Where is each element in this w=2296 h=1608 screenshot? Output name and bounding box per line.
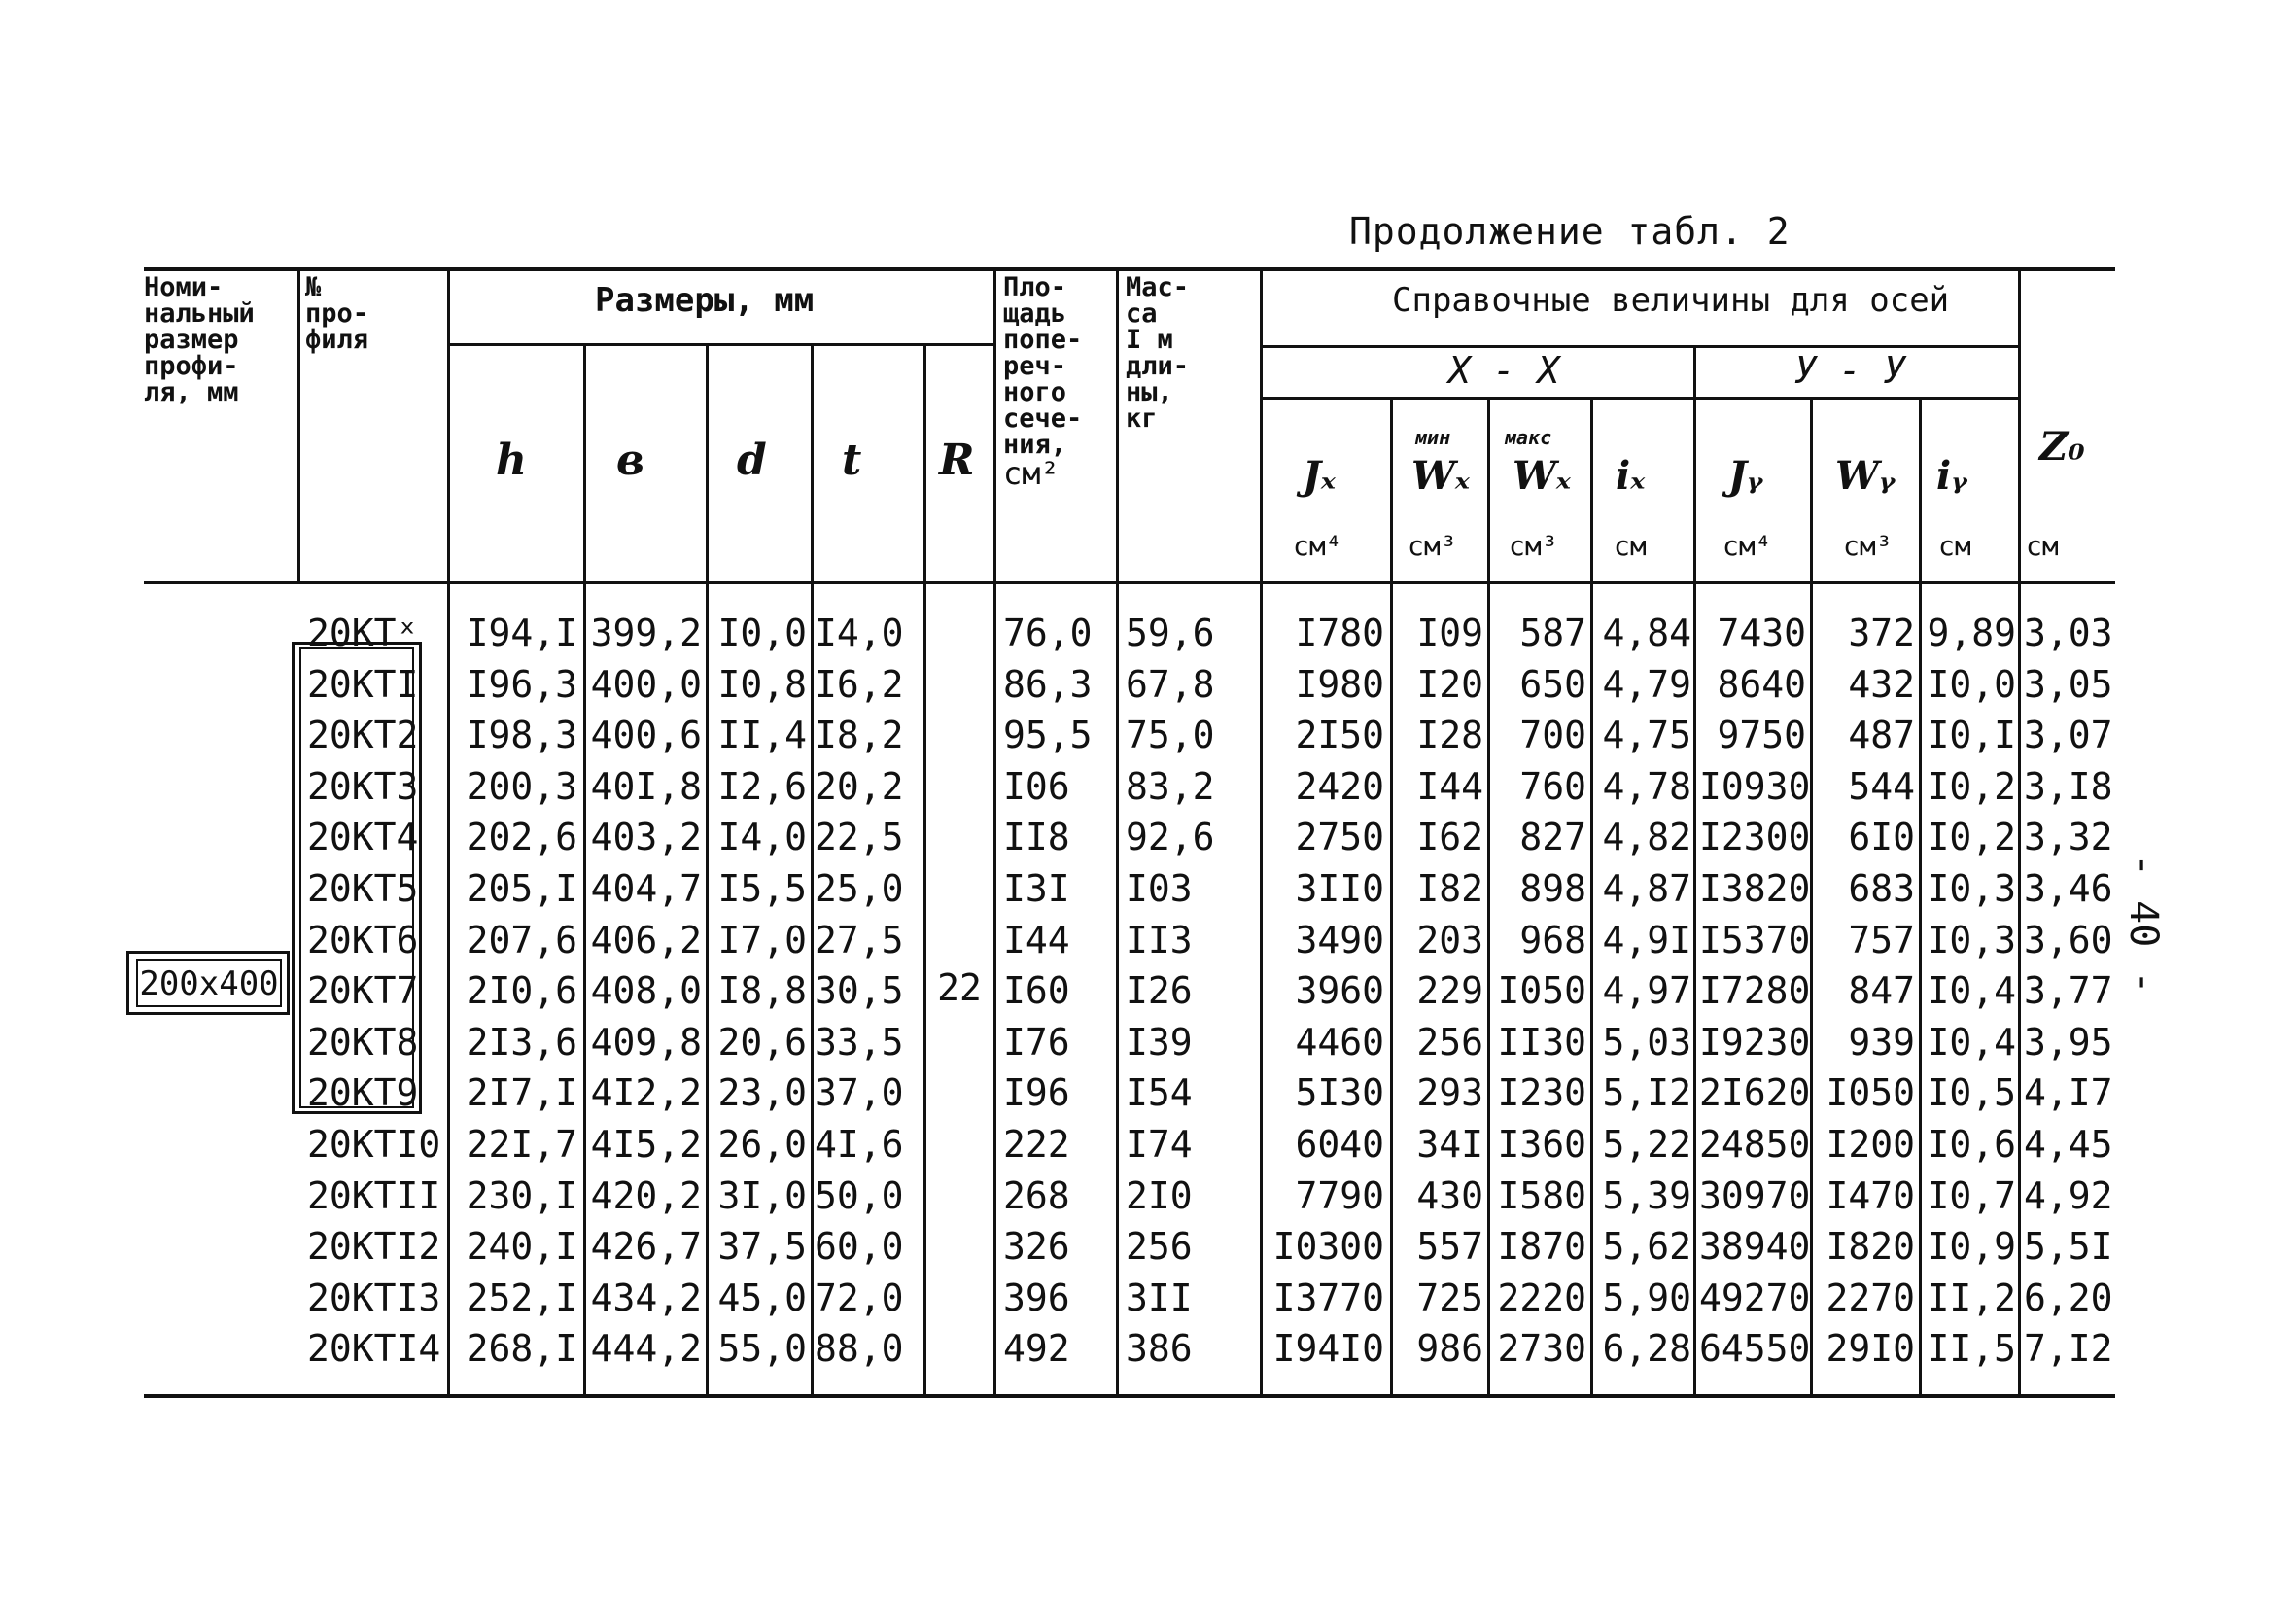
cell-profile: 20КТ7 xyxy=(307,969,419,1012)
cell-z0: 4,92 xyxy=(2024,1174,2113,1217)
cell-t: 30,5 xyxy=(815,969,904,1012)
cell-b: 40I,8 xyxy=(590,765,702,808)
cell-area: 95,5 xyxy=(1003,714,1093,756)
cell-h: 205,I xyxy=(466,867,577,910)
cell-ix: 5,03 xyxy=(1602,1021,1691,1064)
cell-t: 22,5 xyxy=(815,816,904,858)
cell-wx-min: I82 xyxy=(1416,867,1483,910)
cell-iy: I0,5 xyxy=(1927,1071,2016,1114)
cell-jx: I980 xyxy=(1295,663,1384,706)
cell-ix: 4,79 xyxy=(1602,663,1691,706)
cell-iy: I0,I xyxy=(1927,714,2016,756)
header-nominal-size: Номи- нальный размер профи- ля, мм xyxy=(144,272,255,407)
header-t: t xyxy=(842,436,862,485)
cell-jx: 2750 xyxy=(1295,816,1384,858)
cell-b: 426,7 xyxy=(590,1225,702,1268)
cell-wx-max: 968 xyxy=(1519,919,1586,961)
col-divider xyxy=(811,345,814,1395)
header-iy: iᵧ xyxy=(1936,453,1967,499)
cell-iy: I0,2 xyxy=(1927,765,2016,808)
cell-wx-min: 986 xyxy=(1416,1327,1483,1370)
cell-mass: I74 xyxy=(1126,1123,1193,1166)
cell-jy: I9230 xyxy=(1699,1021,1811,1064)
cell-d: I2,6 xyxy=(717,765,807,808)
header-ix-unit: см xyxy=(1614,530,1647,562)
cell-b: 409,8 xyxy=(590,1021,702,1064)
cell-wx-min: 34I xyxy=(1416,1123,1483,1166)
cell-b: 400,6 xyxy=(590,714,702,756)
cell-ix: 5,I2 xyxy=(1602,1071,1691,1114)
cell-z0: 4,I7 xyxy=(2024,1071,2113,1114)
cell-b: 404,7 xyxy=(590,867,702,910)
cell-ix: 6,28 xyxy=(1602,1327,1691,1370)
header-mass: Мас- са I м дли- ны, кг xyxy=(1126,272,1190,434)
cell-iy: I0,4 xyxy=(1927,969,2016,1012)
col-divider xyxy=(923,345,926,1395)
col-divider xyxy=(1116,267,1119,1395)
cell-jy: 24850 xyxy=(1699,1123,1811,1166)
header-ix: iₓ xyxy=(1616,453,1646,499)
header-reference-values: Справочные величины для осей xyxy=(1392,281,1950,320)
header-b: в xyxy=(616,436,644,485)
cell-wx-max: 700 xyxy=(1519,714,1586,756)
cell-z0: 3,95 xyxy=(2024,1021,2113,1064)
cell-wy: I820 xyxy=(1826,1225,1915,1268)
cell-iy: I0,3 xyxy=(1927,867,2016,910)
cell-jx: I0300 xyxy=(1272,1225,1384,1268)
cell-h: I94,I xyxy=(466,612,577,654)
cell-z0: 3,32 xyxy=(2024,816,2113,858)
cell-area: 76,0 xyxy=(1003,612,1093,654)
cell-wx-max: 760 xyxy=(1519,765,1586,808)
cell-t: 88,0 xyxy=(815,1327,904,1370)
cell-wy: I470 xyxy=(1826,1174,1915,1217)
cell-h: 252,I xyxy=(466,1276,577,1319)
cell-profile: 20КТI2 xyxy=(307,1225,441,1268)
cell-iy: I0,4 xyxy=(1927,1021,2016,1064)
table-bottom-rule xyxy=(144,1394,2115,1398)
cell-wx-max: I870 xyxy=(1497,1225,1586,1268)
col-divider xyxy=(583,345,586,1395)
cell-wy: I200 xyxy=(1826,1123,1915,1166)
cell-jx: 3490 xyxy=(1295,919,1384,961)
cell-wx-max: I360 xyxy=(1497,1123,1586,1166)
cell-b: 4I5,2 xyxy=(590,1123,702,1166)
cell-mass: I54 xyxy=(1126,1071,1193,1114)
cell-t: I8,2 xyxy=(815,714,904,756)
header-jx: Jₓ xyxy=(1303,453,1336,499)
header-wy: Wᵧ xyxy=(1835,453,1896,499)
header-z0: Z₀ xyxy=(2039,424,2085,470)
cell-jy: 49270 xyxy=(1699,1276,1811,1319)
cell-z0: 3,77 xyxy=(2024,969,2113,1012)
cell-d: II,4 xyxy=(717,714,807,756)
header-dimensions: Размеры, мм xyxy=(595,281,815,320)
cell-wx-max: 898 xyxy=(1519,867,1586,910)
cell-wx-min: 430 xyxy=(1416,1174,1483,1217)
cell-area: I60 xyxy=(1003,969,1070,1012)
header-iy-unit: см xyxy=(1938,530,1971,562)
cell-iy: II,2 xyxy=(1927,1276,2016,1319)
cell-wx-max: I050 xyxy=(1497,969,1586,1012)
cell-ix: 5,22 xyxy=(1602,1123,1691,1166)
cell-mass: I39 xyxy=(1126,1021,1193,1064)
cell-h: 202,6 xyxy=(466,816,577,858)
header-wy-unit: см³ xyxy=(1843,530,1893,562)
cell-h: 268,I xyxy=(466,1327,577,1370)
table-caption: Продолжение табл. 2 xyxy=(1349,210,1791,253)
cell-profile: 20КТII xyxy=(307,1174,441,1217)
cell-wy: 487 xyxy=(1848,714,1915,756)
col-divider xyxy=(1810,399,1813,1395)
cell-wx-min: 229 xyxy=(1416,969,1483,1012)
cell-mass: 256 xyxy=(1126,1225,1193,1268)
cell-jy: 9750 xyxy=(1717,714,1806,756)
cell-z0: 3,46 xyxy=(2024,867,2113,910)
reference-header-rule xyxy=(1262,345,2020,348)
cell-wy: 372 xyxy=(1848,612,1915,654)
cell-area: 222 xyxy=(1003,1123,1070,1166)
cell-ix: 5,90 xyxy=(1602,1276,1691,1319)
cell-iy: I0,2 xyxy=(1927,816,2016,858)
cell-wx-max: II30 xyxy=(1497,1021,1586,1064)
cell-mass: I26 xyxy=(1126,969,1193,1012)
cell-d: I7,0 xyxy=(717,919,807,961)
col-divider xyxy=(1919,399,1922,1395)
cell-iy: I0,7 xyxy=(1927,1174,2016,1217)
cell-wx-min: 256 xyxy=(1416,1021,1483,1064)
cell-d: I0,8 xyxy=(717,663,807,706)
cell-profile: 20КТI3 xyxy=(307,1276,441,1319)
cell-mass: 83,2 xyxy=(1126,765,1215,808)
cell-area: I06 xyxy=(1003,765,1070,808)
cell-ix: 4,75 xyxy=(1602,714,1691,756)
cell-b: 399,2 xyxy=(590,612,702,654)
cell-ix: 5,62 xyxy=(1602,1225,1691,1268)
cell-jx: 5I30 xyxy=(1295,1071,1384,1114)
cell-d: 20,6 xyxy=(717,1021,807,1064)
cell-b: 434,2 xyxy=(590,1276,702,1319)
col-divider xyxy=(2018,267,2021,1395)
cell-wy: 29I0 xyxy=(1826,1327,1915,1370)
cell-iy: II,5 xyxy=(1927,1327,2016,1370)
cell-jy: 8640 xyxy=(1717,663,1806,706)
header-jy: Jᵧ xyxy=(1728,453,1763,499)
cell-mass: 67,8 xyxy=(1126,663,1215,706)
cell-h: I98,3 xyxy=(466,714,577,756)
cell-d: 23,0 xyxy=(717,1071,807,1114)
cell-area: I76 xyxy=(1003,1021,1070,1064)
cell-b: 408,0 xyxy=(590,969,702,1012)
cell-t: 25,0 xyxy=(815,867,904,910)
cell-z0: 3,05 xyxy=(2024,663,2113,706)
cell-profile: 20КТ8 xyxy=(307,1021,419,1064)
cell-b: 420,2 xyxy=(590,1174,702,1217)
cell-jy: I0930 xyxy=(1699,765,1811,808)
cell-wx-max: 587 xyxy=(1519,612,1586,654)
header-wx-max-unit: см³ xyxy=(1509,530,1558,562)
cell-d: I8,8 xyxy=(717,969,807,1012)
cell-jy: 7430 xyxy=(1717,612,1806,654)
cell-profile: 20КТI xyxy=(307,663,419,706)
cell-wx-min: 725 xyxy=(1416,1276,1483,1319)
cell-z0: 7,I2 xyxy=(2024,1327,2113,1370)
col-divider xyxy=(1487,399,1490,1395)
header-area: Пло- щадь попе- реч- ного сече- ния, см² xyxy=(1003,272,1083,492)
cell-mass: 59,6 xyxy=(1126,612,1215,654)
cell-area: 86,3 xyxy=(1003,663,1093,706)
cell-wy: 544 xyxy=(1848,765,1915,808)
cell-z0: 5,5I xyxy=(2024,1225,2113,1268)
cell-wy: 432 xyxy=(1848,663,1915,706)
cell-d: 26,0 xyxy=(717,1123,807,1166)
cell-h: 200,3 xyxy=(466,765,577,808)
cell-jx: 6040 xyxy=(1295,1123,1384,1166)
cell-ix: 4,97 xyxy=(1602,969,1691,1012)
cell-h: 230,I xyxy=(466,1174,577,1217)
cell-jy: I5370 xyxy=(1699,919,1811,961)
cell-jx: I3770 xyxy=(1272,1276,1384,1319)
cell-profile: 20КТ4 xyxy=(307,816,419,858)
cell-jx: I780 xyxy=(1295,612,1384,654)
cell-area: 326 xyxy=(1003,1225,1070,1268)
header-profile-no: № про- филя xyxy=(305,272,369,355)
cell-z0: 3,03 xyxy=(2024,612,2113,654)
cell-h: 2I3,6 xyxy=(466,1021,577,1064)
cell-profile: 20КТI4 xyxy=(307,1327,441,1370)
cell-h: 2I7,I xyxy=(466,1071,577,1114)
col-divider xyxy=(1260,267,1263,1395)
col-divider xyxy=(1390,399,1393,1395)
cell-b: 444,2 xyxy=(590,1327,702,1370)
cell-wy: 683 xyxy=(1848,867,1915,910)
header-jx-unit: см⁴ xyxy=(1293,530,1342,562)
header-axis-x: X - X xyxy=(1448,349,1560,392)
cell-d: 55,0 xyxy=(717,1327,807,1370)
cell-t: I4,0 xyxy=(815,612,904,654)
col-divider xyxy=(706,345,709,1395)
cell-jx: 3II0 xyxy=(1295,867,1384,910)
cell-profile: 20КТ2 xyxy=(307,714,419,756)
cell-ix: 5,39 xyxy=(1602,1174,1691,1217)
cell-wx-min: I28 xyxy=(1416,714,1483,756)
cell-ix: 4,87 xyxy=(1602,867,1691,910)
cell-t: 20,2 xyxy=(815,765,904,808)
cell-area: II8 xyxy=(1003,816,1070,858)
cell-wx-min: I62 xyxy=(1416,816,1483,858)
cell-area: 396 xyxy=(1003,1276,1070,1319)
cell-wy: 939 xyxy=(1848,1021,1915,1064)
cell-wx-max: I230 xyxy=(1497,1071,1586,1114)
cell-wx-max: 2730 xyxy=(1497,1327,1586,1370)
cell-iy: 9,89 xyxy=(1927,612,2016,654)
cell-area: I44 xyxy=(1003,919,1070,961)
header-bottom-rule xyxy=(144,581,2115,584)
page-number: - 40 - xyxy=(2121,854,2166,995)
cell-mass: 386 xyxy=(1126,1327,1193,1370)
cell-t: 72,0 xyxy=(815,1276,904,1319)
cell-iy: I0,0 xyxy=(1927,663,2016,706)
cell-ix: 4,9I xyxy=(1602,919,1691,961)
nominal-size-value: 200x400 xyxy=(136,959,282,1007)
axis-header-rule xyxy=(1262,397,2020,400)
header-r: R xyxy=(939,436,975,485)
cell-profile: 20КТI0 xyxy=(307,1123,441,1166)
cell-area: I3I xyxy=(1003,867,1070,910)
cell-h: 240,I xyxy=(466,1225,577,1268)
cell-wx-min: 557 xyxy=(1416,1225,1483,1268)
header-jy-unit: см⁴ xyxy=(1722,530,1772,562)
header-d: d xyxy=(737,436,767,485)
cell-jy: 30970 xyxy=(1699,1174,1811,1217)
cell-jx: 4460 xyxy=(1295,1021,1384,1064)
cell-z0: 4,45 xyxy=(2024,1123,2113,1166)
cell-b: 400,0 xyxy=(590,663,702,706)
cell-wx-min: 293 xyxy=(1416,1071,1483,1114)
cell-profile: 20КТ6 xyxy=(307,919,419,961)
cell-wy: 757 xyxy=(1848,919,1915,961)
cell-profile: 20КТ5 xyxy=(307,867,419,910)
cell-d: 37,5 xyxy=(717,1225,807,1268)
cell-area: I96 xyxy=(1003,1071,1070,1114)
cell-z0: 3,07 xyxy=(2024,714,2113,756)
col-divider xyxy=(297,267,300,583)
cell-jx: 2420 xyxy=(1295,765,1384,808)
cell-iy: I0,3 xyxy=(1927,919,2016,961)
cell-t: 60,0 xyxy=(815,1225,904,1268)
cell-t: 33,5 xyxy=(815,1021,904,1064)
r-value: 22 xyxy=(937,966,982,1009)
cell-t: 50,0 xyxy=(815,1174,904,1217)
cell-mass: 92,6 xyxy=(1126,816,1215,858)
cell-ix: 4,82 xyxy=(1602,816,1691,858)
cell-wx-max: 650 xyxy=(1519,663,1586,706)
cell-t: I6,2 xyxy=(815,663,904,706)
cell-t: 27,5 xyxy=(815,919,904,961)
header-wx-min-unit: см³ xyxy=(1408,530,1457,562)
cell-iy: I0,6 xyxy=(1927,1123,2016,1166)
table-top-rule xyxy=(144,267,2115,271)
cell-ix: 4,78 xyxy=(1602,765,1691,808)
cell-h: I96,3 xyxy=(466,663,577,706)
header-wx-max-label: макс xyxy=(1505,426,1552,449)
cell-mass: 75,0 xyxy=(1126,714,1215,756)
cell-z0: 3,I8 xyxy=(2024,765,2113,808)
cell-jy: I7280 xyxy=(1699,969,1811,1012)
cell-wy: 847 xyxy=(1848,969,1915,1012)
cell-profile: 20КТ3 xyxy=(307,765,419,808)
cell-wx-min: 203 xyxy=(1416,919,1483,961)
dimensions-header-rule xyxy=(449,343,993,346)
cell-area: 492 xyxy=(1003,1327,1070,1370)
cell-h: 2I0,6 xyxy=(466,969,577,1012)
cell-wy: 6I0 xyxy=(1848,816,1915,858)
header-z0-unit: см xyxy=(2026,530,2059,562)
cell-jy: 38940 xyxy=(1699,1225,1811,1268)
cell-jy: I2300 xyxy=(1699,816,1811,858)
cell-jx: I94I0 xyxy=(1272,1327,1384,1370)
cell-z0: 6,20 xyxy=(2024,1276,2113,1319)
header-wx-min: Wₓ xyxy=(1411,453,1470,499)
cell-d: 45,0 xyxy=(717,1276,807,1319)
cell-jy: 2I620 xyxy=(1699,1071,1811,1114)
cell-area: 268 xyxy=(1003,1174,1070,1217)
header-wx-max: Wₓ xyxy=(1513,453,1571,499)
cell-d: I5,5 xyxy=(717,867,807,910)
cell-wx-min: I44 xyxy=(1416,765,1483,808)
cell-h: 22I,7 xyxy=(466,1123,577,1166)
cell-wx-min: I20 xyxy=(1416,663,1483,706)
cell-z0: 3,60 xyxy=(2024,919,2113,961)
cell-jx: 3960 xyxy=(1295,969,1384,1012)
cell-d: I4,0 xyxy=(717,816,807,858)
cell-mass: 2I0 xyxy=(1126,1174,1193,1217)
cell-wy: 2270 xyxy=(1826,1276,1915,1319)
cell-d: I0,0 xyxy=(717,612,807,654)
cell-b: 403,2 xyxy=(590,816,702,858)
col-divider xyxy=(447,267,450,1395)
header-axis-y: У - У xyxy=(1794,349,1906,392)
cell-jy: 64550 xyxy=(1699,1327,1811,1370)
col-divider xyxy=(1693,348,1696,1395)
cell-jy: I3820 xyxy=(1699,867,1811,910)
cell-wx-max: I580 xyxy=(1497,1174,1586,1217)
cell-t: 37,0 xyxy=(815,1071,904,1114)
cell-wx-max: 2220 xyxy=(1497,1276,1586,1319)
cell-iy: I0,9 xyxy=(1927,1225,2016,1268)
cell-jx: 2I50 xyxy=(1295,714,1384,756)
cell-profile: 20КТ9 xyxy=(307,1071,419,1114)
col-divider xyxy=(1590,399,1593,1395)
cell-profile: 20КТˣ xyxy=(307,612,419,654)
cell-h: 207,6 xyxy=(466,919,577,961)
cell-mass: 3II xyxy=(1126,1276,1193,1319)
cell-wx-min: I09 xyxy=(1416,612,1483,654)
cell-ix: 4,84 xyxy=(1602,612,1691,654)
header-h: h xyxy=(496,436,527,485)
cell-b: 406,2 xyxy=(590,919,702,961)
col-divider xyxy=(993,267,996,1395)
cell-b: 4I2,2 xyxy=(590,1071,702,1114)
cell-wx-max: 827 xyxy=(1519,816,1586,858)
cell-jx: 7790 xyxy=(1295,1174,1384,1217)
header-wx-min-label: мин xyxy=(1415,426,1451,449)
cell-t: 4I,6 xyxy=(815,1123,904,1166)
cell-d: 3I,0 xyxy=(717,1174,807,1217)
cell-mass: II3 xyxy=(1126,919,1193,961)
cell-wy: I050 xyxy=(1826,1071,1915,1114)
cell-mass: I03 xyxy=(1126,867,1193,910)
